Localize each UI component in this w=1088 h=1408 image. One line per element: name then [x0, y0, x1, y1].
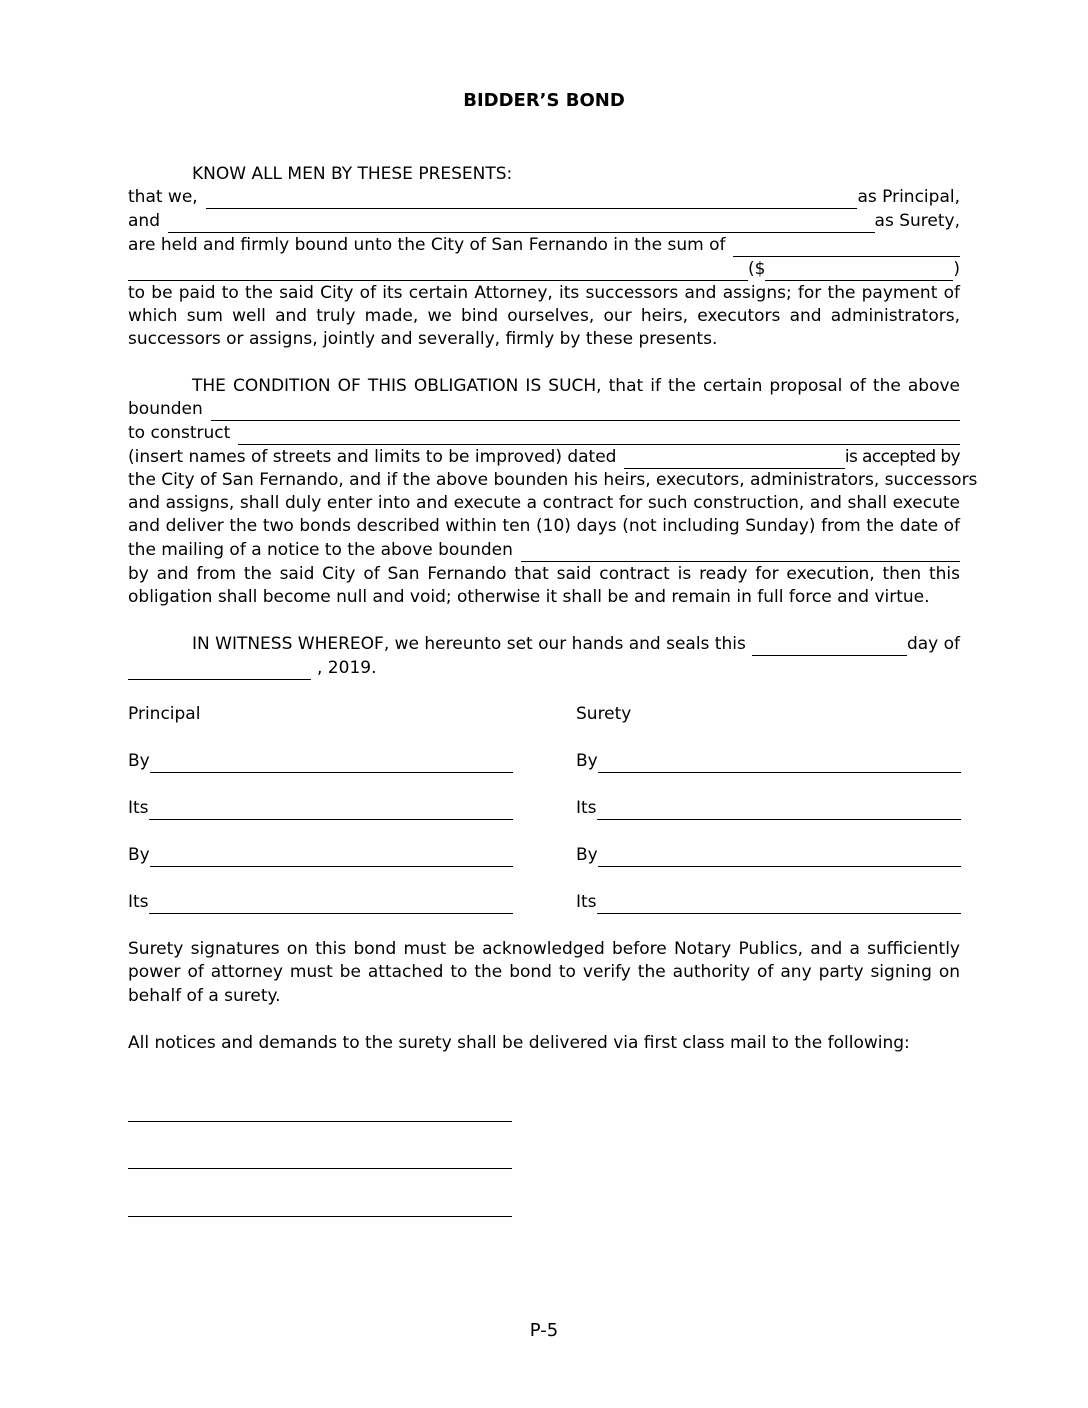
witness-line: IN WITNESS WHEREOF, we hereunto set our hands and seals this day of	[192, 634, 960, 654]
surety-signature-block	[576, 702, 961, 914]
sum-words-blank-1[interactable]	[733, 238, 960, 257]
principal-by-1: By	[128, 749, 513, 773]
para1-line-3: successors or assigns, jointly and severally, firmly by these presents.	[128, 329, 718, 349]
surety-label: Surety	[576, 704, 632, 724]
principal-its-2: Its	[128, 890, 513, 914]
sum-words-blank-2[interactable]	[128, 262, 748, 281]
mailing-blank[interactable]	[521, 543, 960, 562]
principal-label: Principal	[128, 704, 201, 724]
surety-its-1: Its	[576, 796, 961, 820]
surety-its-1-blank[interactable]	[597, 801, 961, 820]
mailing-line: the mailing of a notice to the above bounden	[128, 538, 960, 562]
sum-line-2: ($ )	[128, 257, 960, 281]
surety-by-1: By	[576, 749, 961, 773]
notices-line: All notices and demands to the surety shall be delivered via first class mail to the following:	[128, 1033, 910, 1053]
para3-line-2: obligation shall become null and void; otherwise it shall be and remain in full force and virtue.	[128, 587, 930, 607]
principal-by-2: By	[128, 843, 513, 867]
address-blank-1[interactable]	[128, 1121, 512, 1122]
principal-its-1-blank[interactable]	[149, 801, 513, 820]
para2-line-1: the City of San Fernando, and if the above bounden his heirs, executors, administrators, successors	[128, 470, 978, 490]
dated-blank[interactable]	[624, 450, 844, 469]
principal-name-blank[interactable]	[206, 190, 858, 209]
principal-line: that we, as Principal,	[128, 187, 960, 207]
construct-blank[interactable]	[238, 426, 960, 445]
construct-line: to construct	[128, 421, 960, 445]
page-number: P-5	[529, 1320, 559, 1341]
sum-line: are held and firmly bound unto the City of San Fernando in the sum of	[128, 233, 960, 257]
para2-line-2: and assigns, shall duly enter into and execute a contract for such construction, and shall execute	[128, 493, 960, 513]
day-blank[interactable]	[752, 637, 907, 656]
principal-by-2-blank[interactable]	[150, 848, 513, 867]
surety-by-2-blank[interactable]	[598, 848, 961, 867]
document-title: BIDDER’S BOND	[463, 90, 625, 111]
para1-line-1: to be paid to the said City of its certain Attorney, its successors and assigns; for the payment of	[128, 283, 960, 303]
month-line: , 2019.	[128, 656, 960, 680]
para1-line-2: which sum well and truly made, we bind ourselves, our heirs, executors and administrators,	[128, 306, 960, 326]
surety-by-2: By	[576, 843, 961, 867]
para2-line-3: and deliver the two bonds described within ten (10) days (not including Sunday) from the date of	[128, 516, 960, 536]
month-blank[interactable]	[128, 661, 311, 680]
principal-by-1-blank[interactable]	[150, 754, 513, 773]
notary-line-1: Surety signatures on this bond must be acknowledged before Notary Publics, and a sufficiently	[128, 939, 960, 959]
principal-its-2-blank[interactable]	[149, 895, 513, 914]
sum-amount-blank[interactable]	[765, 262, 953, 281]
surety-its-2: Its	[576, 890, 961, 914]
principal-signature-block	[128, 702, 513, 914]
intro-line: KNOW ALL MEN BY THESE PRESENTS:	[192, 164, 513, 184]
surety-name-blank[interactable]	[168, 214, 875, 233]
condition-line: THE CONDITION OF THIS OBLIGATION IS SUCH, that if the certain proposal of the above	[192, 376, 960, 396]
surety-by-1-blank[interactable]	[598, 754, 961, 773]
para3-line-1: by and from the said City of San Fernando that said contract is ready for execution, then this	[128, 564, 960, 584]
notary-line-3: behalf of a surety.	[128, 986, 281, 1006]
bounden-line: bounden	[128, 397, 960, 421]
surety-line: and as Surety,	[128, 211, 960, 231]
dated-line: (insert names of streets and limits to be improved) dated is accepted by	[128, 447, 960, 467]
bounden-blank[interactable]	[211, 402, 960, 421]
address-blank-3[interactable]	[128, 1216, 512, 1217]
address-blank-2[interactable]	[128, 1168, 512, 1169]
surety-its-2-blank[interactable]	[597, 895, 961, 914]
principal-its-1: Its	[128, 796, 513, 820]
notary-line-2: power of attorney must be attached to the bond to verify the authority of any party signing on	[128, 962, 960, 982]
